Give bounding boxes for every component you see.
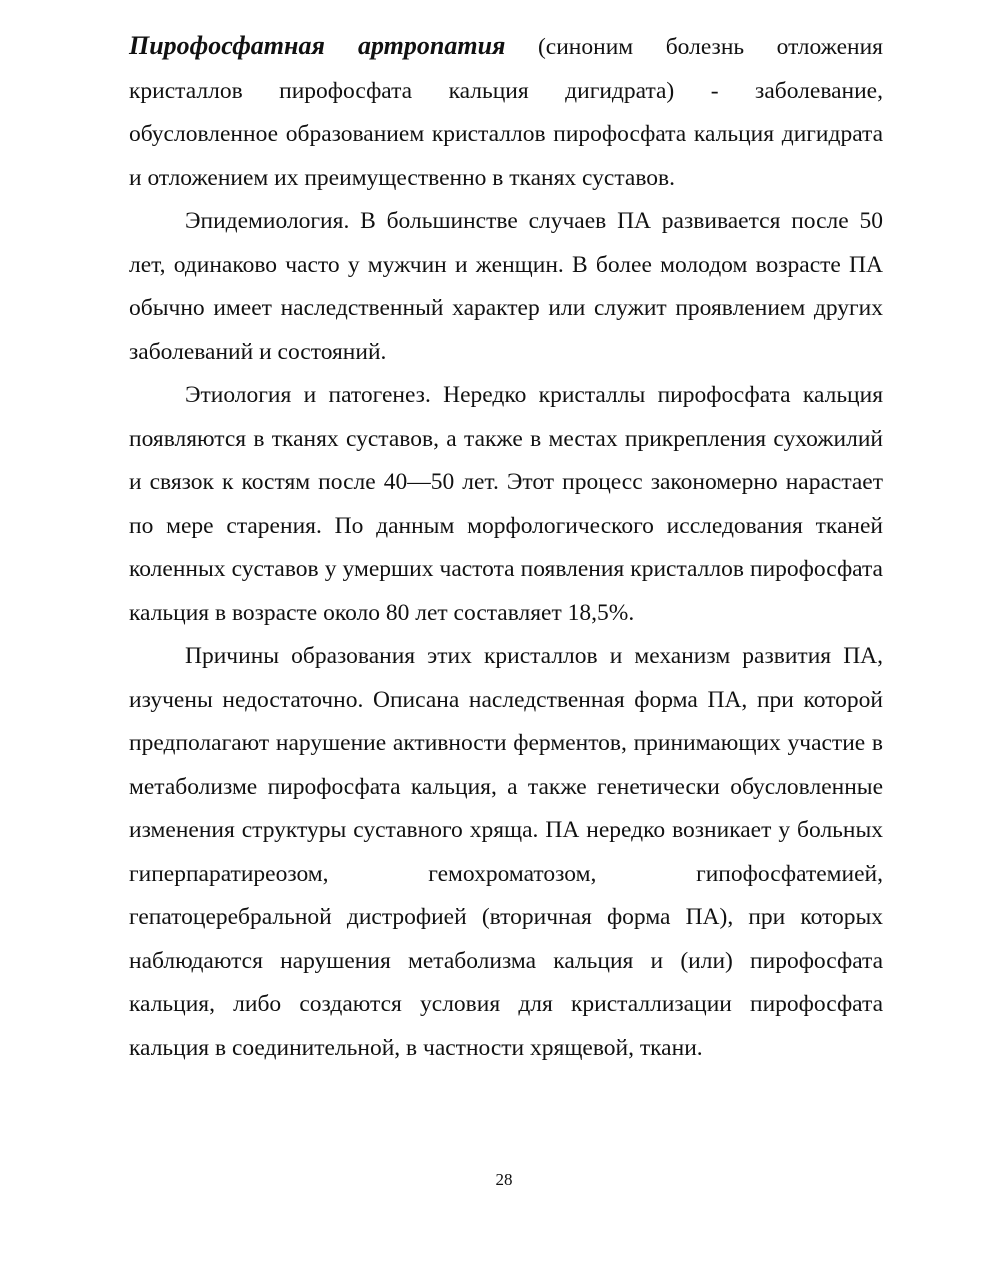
text-line: дигидрата и отложением их преимущественно в тканях суставов. xyxy=(129,121,883,191)
paragraph-epidemiology xyxy=(129,200,883,374)
text-line: принимающих участие в метаболизме пирофосфата кальция, а также xyxy=(129,730,884,800)
text-line: (синоним болезнь отложения xyxy=(505,34,883,60)
text-line: условия для кристаллизации пирофосфата кальция в xyxy=(129,991,883,1061)
text-line: Этиология и патогенез. Нередко кристаллы пирофосфата xyxy=(185,382,791,408)
paragraph-etiology xyxy=(129,374,883,635)
paragraph-causes xyxy=(129,635,883,1070)
document-body xyxy=(129,24,883,1070)
text-line: Эпидемиология. В большинстве случаев ПА развивается после xyxy=(185,208,849,234)
text-line: прикрепления сухожилий и связок к костям после 40—50 лет. Этот xyxy=(129,425,884,495)
text-line: кальция появляются в тканях суставов, а также в местах xyxy=(129,382,884,452)
page-number: 28 xyxy=(495,1170,513,1189)
text-line: метаболизма кальция и (или) пирофосфата кальция, либо создаются xyxy=(129,947,884,1017)
text-line: ПА нередко возникает у больных гиперпаратиреозом, xyxy=(129,817,884,887)
text-line: возрасте ПА обычно имеет наследственный характер или служит xyxy=(129,251,883,321)
text-line: процесс закономерно нарастает по мере старения. По данным xyxy=(129,469,884,539)
text-line: генетически обусловленные изменения структуры суставного хряща. xyxy=(129,773,883,843)
text-line: гемохроматозом, гипофосфатемией, гепатоцеребральной дистрофией xyxy=(129,860,883,930)
term-heading: Пирофосфатная артропатия xyxy=(129,31,506,60)
text-line: обусловленное образованием кристаллов пирофосфата кальция xyxy=(129,121,775,147)
text-line: Причины образования этих кристаллов и механизм развития xyxy=(185,643,832,669)
text-line: которой предполагают нарушение активности ферментов, xyxy=(129,686,883,756)
text-line: (вторичная форма ПА), при которых наблюдаются нарушения xyxy=(129,904,884,974)
text-line: возрасте около 80 лет составляет 18,5%. xyxy=(231,599,635,626)
text-line: 50 лет, одинаково часто у мужчин и женщин. В более молодом xyxy=(129,208,884,278)
paragraph-definition xyxy=(129,24,883,200)
text-line: морфологического исследования тканей коленных суставов у xyxy=(129,512,883,582)
text-line: соединительной, в частности хрящевой, ткани. xyxy=(231,1034,703,1061)
text-line: ПА, изучены недостаточно. Описана наследственная форма ПА, при xyxy=(129,643,884,713)
text-line: умерших частота появления кристаллов пирофосфата кальция в xyxy=(129,556,883,626)
text-line: проявлением других заболеваний и состояний. xyxy=(129,295,883,365)
text-line: кристаллов пирофосфата кальция дигидрата) - заболевание, xyxy=(129,77,883,104)
